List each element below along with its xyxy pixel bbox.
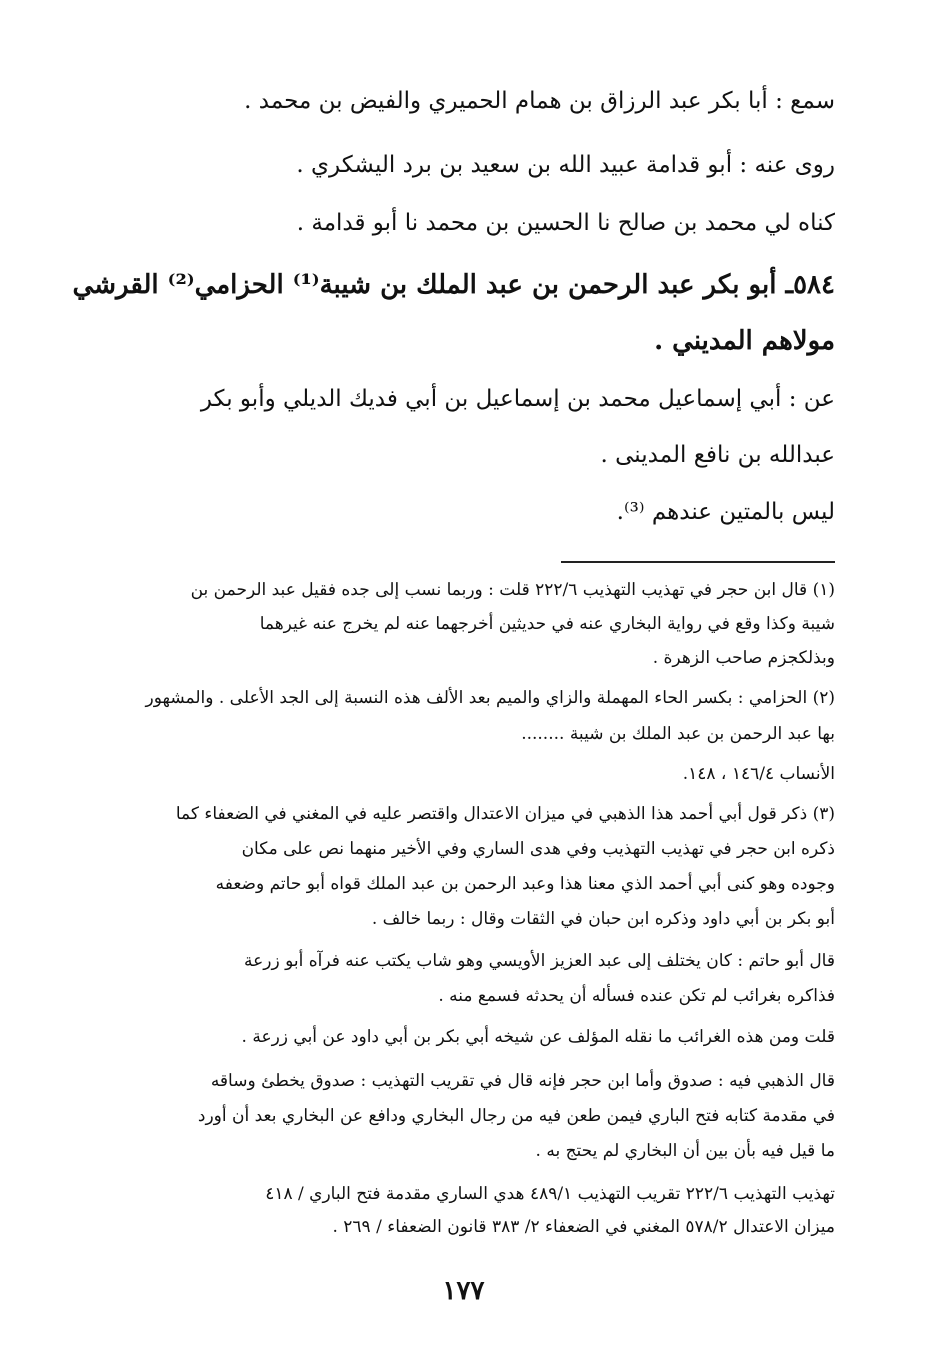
main-line-2: روى عنه : أبو قدامة عبيد الله بن سعيد بن برد اليشكري . xyxy=(296,152,835,178)
footnote-line: قال الذهبي فيه : صدوق وأما ابن حجر فإنه قال في تقريب التهذيب : صدوق يخطئ وساقه xyxy=(210,1071,835,1091)
main-line-5: عبدالله بن نافع المدينى . xyxy=(600,442,835,468)
footnote-line: (١) قال ابن حجر في تهذيب التهذيب ٢٢٢/٦ قلت : وربما نسب إلى جده فقيل عبد الرحمن بن xyxy=(190,580,835,600)
entry-heading-line-1: ٥٨٤ـ أبو بكر عبد الرحمن بن عبد الملك بن شيبة⁽¹⁾ الحزامي⁽²⁾ القرشي xyxy=(72,270,835,300)
footnote-line: الأنساب ١٤٦/٤ ، ١٤٨. xyxy=(682,764,835,784)
main-line-3: كناه لي محمد بن صالح نا الحسين بن محمد نا أبو قدامة . xyxy=(296,210,835,236)
footnote-line: (٢) الحزامي : بكسر الحاء المهملة والزاي والميم بعد الألف هذه النسبة إلى الجد الأعلى . والمشهور xyxy=(145,688,835,708)
footnote-line: ميزان الاعتدال ٥٧٨/٢ المغني في الضعفاء ٢/ ٣٨٣ قانون الضعفاء / ٢٦٩ . xyxy=(332,1217,835,1237)
footnote-line: قلت ومن هذه الغرائب ما نقله المؤلف عن شيخه أبي بكر بن أبي داود عن أبي زرعة . xyxy=(241,1027,835,1047)
footnote-line: قال أبو حاتم : كان يختلف إلى عبد العزيز الأويسي وهو شاب يكتب عنه فرآه أبو زرعة xyxy=(244,951,835,971)
footnote-line: وبذلكجزم صاحب الزهرة . xyxy=(652,648,835,668)
main-line-1: سمع : أبا بكر عبد الرزاق بن همام الحميري والفيض بن محمد . xyxy=(244,88,835,114)
footnote-line: بها عبد الرحمن بن عبد الملك بن شيبة ........ xyxy=(521,724,835,744)
main-line-6: ليس بالمتين عندهم ⁽³⁾. xyxy=(616,499,835,525)
footnote-line: (٣) ذكر قول أبي أحمد هذا الذهبي في ميزان الاعتدال واقتصر عليه في المغني في الضعفاء كما xyxy=(175,804,835,824)
footnote-line: فذاكره بغرائب لم تكن عنده فسأله أن يحدثه فسمع منه . xyxy=(438,986,835,1006)
footnote-line: تهذيب التهذيب ٢٢٢/٦ تقريب التهذيب ٤٨٩/١ هدي الساري مقدمة فتح الباري / ٤١٨ xyxy=(265,1184,835,1204)
footnote-separator xyxy=(561,561,835,563)
entry-heading-line-2: مولاهم المديني . xyxy=(654,326,835,356)
footnote-line: شيبة وكذا وقع في رواية البخاري عنه في حديثين أخرجهما عنه لم يخرج عنه غيرهما xyxy=(259,614,835,634)
footnote-line: ذكره ابن حجر في تهذيب التهذيب وفي هدى الساري وفي الأخير منهما نص على مكان xyxy=(241,839,835,859)
main-line-4: عن : أبي إسماعيل محمد بن إسماعيل بن أبي فديك الديلي وأبو بكر xyxy=(200,386,835,412)
footnote-line: أبو بكر بن أبي داود وذكره ابن حبان في الثقات وقال : ربما خالف . xyxy=(371,909,835,929)
page-number: ١٧٧ xyxy=(442,1276,485,1306)
footnote-line: ما قيل فيه بأن بين أن البخاري لم يحتج به . xyxy=(535,1141,835,1161)
footnote-line: في مقدمة كتابه فتح الباري فيمن طعن فيه من رجال البخاري ودافع عن البخاري بعد أن أورد xyxy=(197,1106,835,1126)
footnote-line: وجوده وهو كنى أبي أحمد الذي معنا هذا وعبد الرحمن بن عبد الملك قواه أبو حاتم وضعفه xyxy=(215,874,835,894)
